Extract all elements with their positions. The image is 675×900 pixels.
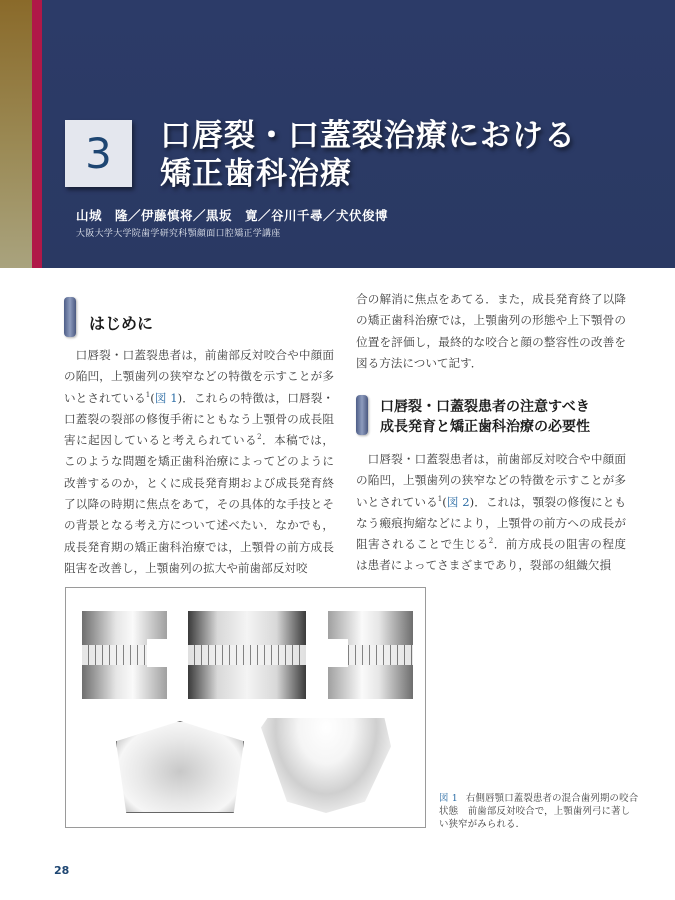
text-run: ．前方成長の阻害の程度は患者によってさまざまであり，裂部の組織欠損 bbox=[356, 537, 626, 573]
figure-1-frame bbox=[65, 587, 426, 828]
image-cutout bbox=[147, 639, 167, 667]
text-run: ( bbox=[442, 494, 447, 509]
caption-text: 右側唇顎口蓋裂患者の混合歯列期の咬合状態 前歯部反対咬合で，上顎歯列弓に著しい狭窄がみられる． bbox=[439, 793, 639, 830]
chapter-number-box bbox=[65, 120, 132, 187]
intro-paragraph-continued: 合の解消に焦点をあてる．また，成長発育終了以降の矯正歯科治療では，上顎歯列の形態や上下顎骨の位置を評価し，最終的な咬合と顔の整容性の改善を図る方法について記す． bbox=[356, 292, 626, 370]
section-heading-growth-necessity bbox=[356, 395, 590, 437]
section-bar-icon bbox=[356, 395, 368, 435]
citation-superscript: 2 bbox=[488, 537, 494, 546]
chapter-number: 3 bbox=[85, 128, 112, 178]
page-number: 28 bbox=[54, 864, 70, 877]
teeth-region bbox=[188, 645, 306, 665]
left-column-text bbox=[64, 345, 334, 579]
chapter-title-line2: 矯正歯科治療 bbox=[160, 156, 352, 192]
right-lateral-occlusion-image bbox=[82, 611, 167, 699]
chapter-title bbox=[160, 117, 576, 193]
citation-superscript: 1 bbox=[145, 390, 151, 399]
figure-reference-link[interactable]: 図 2 bbox=[446, 494, 470, 509]
image-cutout bbox=[328, 639, 348, 667]
affiliation: 大阪大学大学院歯学研究科顎顔面口腔矯正学講座 bbox=[76, 229, 281, 239]
text-run: 口唇裂・口蓋裂患者は，前歯部反対咬合や中顔面の陥凹，上顎歯列の狭窄などの特徴を示すことが多いとされている bbox=[356, 452, 626, 509]
text-run: 口唇裂・口蓋裂患者は，前歯部反対咬合や中顔面の陥凹，上顎歯列の狭窄などの特徴を示すことが多いとされている bbox=[64, 348, 334, 405]
lower-occlusal-cast-image bbox=[261, 718, 391, 813]
author-list: 山城 隆／伊藤慎将／黒坂 寛／谷川千尋／犬伏俊博 bbox=[76, 208, 389, 223]
text-run: ( bbox=[150, 390, 155, 405]
figure-reference-link[interactable]: 図 1 bbox=[154, 390, 178, 405]
upper-occlusal-cast-image bbox=[116, 721, 244, 813]
citation-superscript: 2 bbox=[257, 433, 262, 442]
figure-1-caption bbox=[439, 792, 639, 831]
text-run: ．本稿では，このような問題を矯正歯科治療によってどのように改善するのか，とくに成長発育期および成長発育終了以降の時期に焦点をあて，その具体的な手技とその背景となる考え方について述べたい．なかでも，成長発育期の矯正歯科治療では，上顎骨の前方成長阻害を改善し，上顎歯列の拡大や前歯部反対咬 bbox=[64, 433, 334, 575]
section-title-line2: 成長発育と矯正歯科治療の必要性 bbox=[380, 419, 590, 435]
gold-edge-strip bbox=[0, 0, 32, 268]
section2-text bbox=[356, 449, 626, 577]
section-title bbox=[380, 397, 590, 437]
citation-superscript: 1 bbox=[437, 494, 443, 503]
section-bar-icon bbox=[64, 297, 76, 337]
chapter-header-banner bbox=[0, 0, 675, 268]
figure-label: 図 1 bbox=[439, 793, 458, 804]
right-column-text bbox=[356, 289, 626, 374]
chapter-title-line1: 口唇裂・口蓋裂治療における bbox=[160, 118, 576, 154]
intro-paragraph bbox=[64, 345, 334, 579]
section2-paragraph bbox=[356, 449, 626, 577]
text-run: )．これは，顎裂の修復にともなう瘢痕拘縮などにより，上顎骨の前方への成長が阻害されることで生じる bbox=[356, 494, 626, 552]
red-accent-strip bbox=[32, 0, 42, 268]
left-lateral-occlusion-image bbox=[328, 611, 413, 699]
text-run: )．これらの特徴は，口唇裂・口蓋裂の裂部の修復手術にともなう上顎骨の成長阻害に起因していると考えられている bbox=[64, 390, 334, 448]
section-title-line1: 口唇裂・口蓋裂患者の注意すべき bbox=[380, 399, 590, 415]
section-heading-introduction bbox=[64, 297, 153, 337]
frontal-occlusion-image bbox=[188, 611, 306, 699]
section-title: はじめに bbox=[89, 314, 154, 333]
